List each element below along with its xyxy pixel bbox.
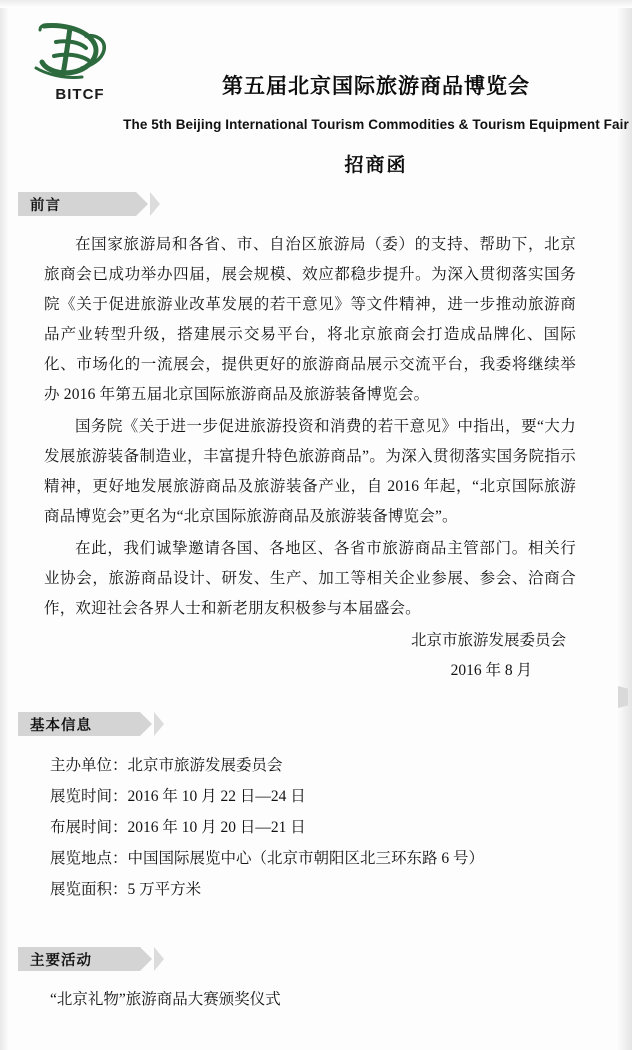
- scan-artifact-mark: [618, 686, 628, 708]
- page-title-cn: 第五届北京国际旅游商品博览会: [222, 75, 530, 98]
- info-label: 主办单位：: [50, 757, 128, 774]
- section-heading-preface-label: 前言: [30, 197, 61, 214]
- section-heading-main-activities: [18, 947, 140, 971]
- signature-organization: 北京市旅游发展委员会: [410, 632, 566, 649]
- document-type-title: 招商函: [344, 155, 408, 176]
- info-row: [50, 843, 632, 874]
- chevron-right-icon: [140, 712, 152, 736]
- main-activities-list: [0, 985, 632, 1015]
- info-value: 2016 年 10 月 22 日—24 日: [127, 788, 306, 805]
- info-label: 布展时间：: [50, 819, 128, 836]
- info-value: 北京市旅游发展委员会: [127, 757, 283, 774]
- preface-paragraph-1: 在国家旅游局和各省、市、自治区旅游局（委）的支持、帮助下，北京旅商会已成功举办四届，展会规模、效应都稳步提升。为深入贯彻落实国务院《关于促进旅游业改革发展的若干意见》等文件精神，进一步推动旅游商品产业转型升级，搭建展示交易平台，将北京旅商会打造成品牌化、国际化、市场化的一流展会，提供更好的旅游商品展示交流平台，我委将继续举办 2016 年第五届北京国际旅游商品及旅游装备博览会。: [44, 236, 576, 403]
- page-title-en: The 5th Beijing International Tourism Commodities & Tourism Equipment Fair: [123, 117, 629, 132]
- list-item: “北京礼物”旅游商品大赛颁奖仪式: [50, 991, 281, 1008]
- preface-body: [0, 230, 632, 686]
- info-value: 2016 年 10 月 20 日—21 日: [127, 819, 306, 836]
- basic-info-list: [0, 750, 632, 905]
- chevron-right-icon-secondary: [154, 947, 164, 971]
- info-value: 中国国际展览中心（北京市朝阳区北三环东路 6 号）: [127, 850, 485, 867]
- info-row: [50, 750, 632, 781]
- preface-paragraph-3: 在此，我们诚挚邀请各国、各地区、各省市旅游商品主管部门。相关行业协会，旅游商品设计、研发、生产、加工等相关企业参展、参会、洽商合作，欢迎社会各界人士和新老朋友积极参与本届盛会。: [44, 540, 576, 617]
- info-row: [50, 874, 632, 905]
- section-heading-basic-info: [18, 712, 140, 736]
- document-header: [0, 0, 632, 192]
- info-label: 展览地点：: [50, 850, 128, 867]
- section-heading-main-activities-label: 主要活动: [30, 952, 92, 969]
- chevron-right-icon: [136, 192, 148, 216]
- info-value: 5 万平方米: [127, 881, 202, 898]
- logo: [20, 22, 140, 103]
- section-heading-basic-info-label: 基本信息: [30, 717, 92, 734]
- chevron-right-icon-secondary: [154, 712, 164, 736]
- section-heading-preface: [18, 192, 136, 216]
- info-label: 展览时间：: [50, 788, 128, 805]
- signature-date: 2016 年 8 月: [450, 662, 532, 679]
- chevron-right-icon-secondary: [150, 192, 160, 216]
- chevron-right-icon: [140, 947, 152, 971]
- info-row: [50, 812, 632, 843]
- preface-paragraph-2: 国务院《关于进一步促进旅游投资和消费的若干意见》中指出，要“大力发展旅游装备制造业，丰富提升特色旅游商品”。为深入贯彻落实国务院指示精神，更好地发展旅游商品及旅游装备产业，自 2016 年起，“北京国际旅游商品博览会”更名为“北京国际旅游商品及旅游装备博览会”。: [44, 418, 576, 525]
- logo-wordmark: BITCF: [55, 86, 105, 103]
- info-row: [50, 781, 632, 812]
- bitcf-calligraphy-logo-icon: [30, 22, 130, 84]
- info-label: 展览面积：: [50, 881, 128, 898]
